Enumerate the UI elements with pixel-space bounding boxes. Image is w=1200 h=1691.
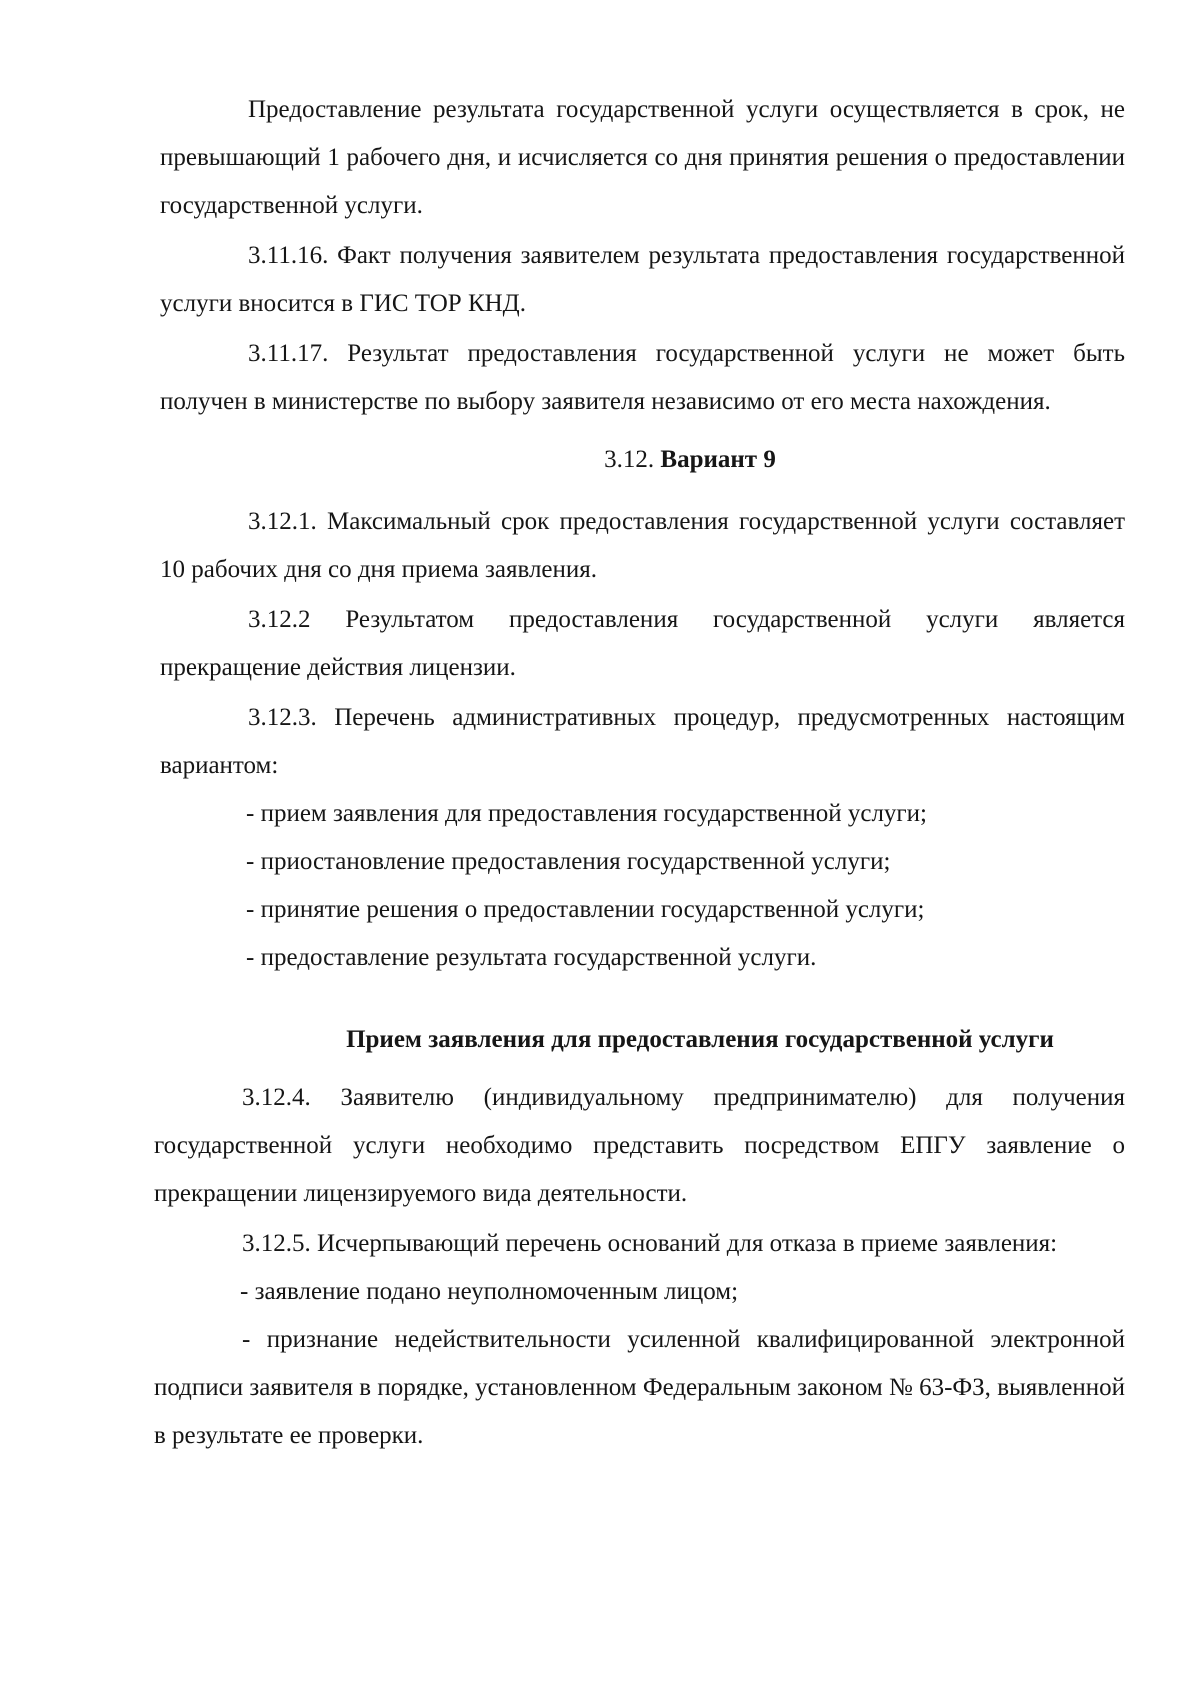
list-item: - заявление подано неуполномоченным лицом; bbox=[240, 1278, 739, 1305]
procedures-list bbox=[160, 790, 1125, 982]
paragraph-3-12-1: 3.12.1. Максимальный срок предоставления государственной услуги составляет 10 рабочих дня со дня приема заявления. bbox=[160, 508, 1125, 583]
refusal-list bbox=[154, 1268, 1125, 1460]
paragraph-3-12-5: 3.12.5. Исчерпывающий перечень оснований для отказа в приеме заявления: bbox=[242, 1230, 1058, 1257]
paragraph-result-term: Предоставление результата государственной услуги осуществляется в срок, не превышающий 1 рабочего дня, и исчисляется со дня принятия решения о предоставлении государственной услуги. bbox=[160, 96, 1125, 219]
list-item: - признание недействительности усиленной квалифицированной электронной подписи заявителя в порядке, установленном Федеральным законом № 63-ФЗ, выявленной в результате ее проверки. bbox=[154, 1326, 1125, 1449]
paragraph-3-12-3: 3.12.3. Перечень административных процедур, предусмотренных настоящим вариантом: bbox=[160, 704, 1125, 779]
document-body bbox=[154, 86, 1125, 1460]
list-item: - предоставление результата государственной услуги. bbox=[246, 944, 817, 971]
section-heading bbox=[160, 436, 1125, 484]
subheading-application: Прием заявления для предоставления государственной услуги bbox=[346, 1026, 1054, 1053]
list-item: - принятие решения о предоставлении государственной услуги; bbox=[246, 896, 925, 923]
section-title: Вариант 9 bbox=[660, 446, 776, 473]
list-item: - прием заявления для предоставления государственной услуги; bbox=[246, 800, 928, 827]
paragraph-3-11-16: 3.11.16. Факт получения заявителем результата предоставления государственной услуги вносится в ГИС ТОР КНД. bbox=[160, 242, 1125, 317]
paragraph-3-12-4: 3.12.4. Заявителю (индивидуальному предпринимателю) для получения государственной услуги необходимо представить посредством ЕПГУ заявление о прекращении лицензируемого вида деятельности. bbox=[154, 1084, 1125, 1207]
section-number: 3.12. bbox=[604, 446, 655, 473]
paragraph-3-11-17: 3.11.17. Результат предоставления государственной услуги не может быть получен в министерстве по выбору заявителя независимо от его места нахождения. bbox=[160, 340, 1125, 415]
list-item: - приостановление предоставления государственной услуги; bbox=[246, 848, 891, 875]
paragraph-3-12-2: 3.12.2 Результатом предоставления государственной услуги является прекращение действия лицензии. bbox=[160, 606, 1125, 681]
